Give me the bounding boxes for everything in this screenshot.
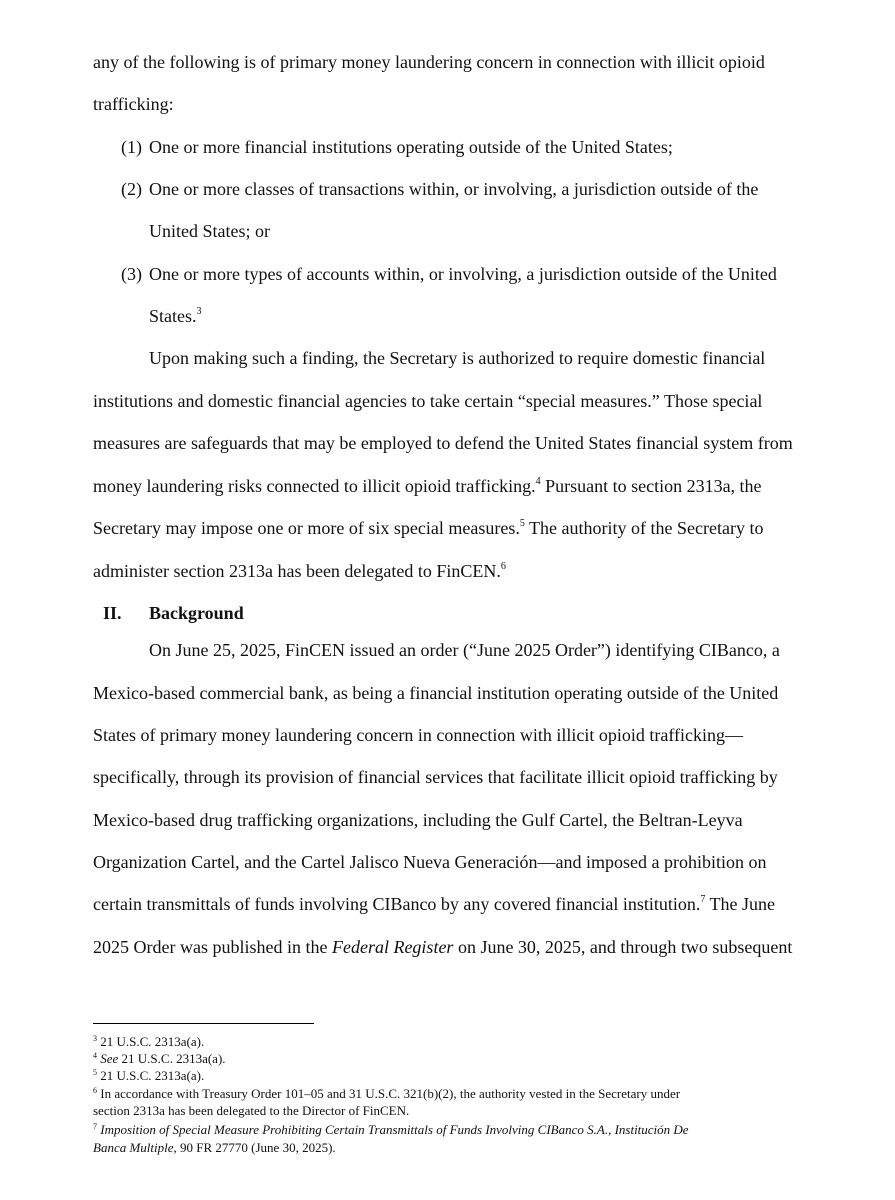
section-title: Background — [149, 603, 244, 623]
list-item-3-line-1: One or more types of accounts within, or involving, a jurisdiction outside of the United — [149, 264, 777, 284]
list-marker-2: (2) — [121, 179, 142, 199]
list-item-2-line-1: One or more classes of transactions within, or involving, a jurisdiction outside of the — [149, 179, 759, 199]
para2-line-8b: on June 30, 2025, and through two subsequent — [453, 937, 793, 957]
footnote-3 — [93, 1034, 204, 1049]
footnote-7-number: 7 — [93, 1121, 97, 1131]
list-item-1-line-1: One or more financial institutions operating outside of the United States; — [149, 137, 673, 157]
footnote-3-text: 21 U.S.C. 2313a(a). — [97, 1034, 205, 1049]
footnote-7 — [93, 1122, 689, 1137]
footnote-6-text: In accordance with Treasury Order 101–05 and 31 U.S.C. 321(b)(2), the authority vested in the Secretary under — [97, 1086, 681, 1101]
footnote-4-number: 4 — [93, 1050, 97, 1060]
footnote-4-see: See — [100, 1051, 119, 1066]
intro-line-1: any of the following is of primary money laundering concern in connection with illicit opioid — [93, 52, 765, 72]
para2-line-2: Mexico-based commercial bank, as being a financial institution operating outside of the United — [93, 683, 779, 703]
footnote-ref-5: 5 — [519, 518, 525, 529]
para1-line-4 — [93, 476, 762, 496]
para2-line-4: specifically, through its provision of financial services that facilitate illicit opioid trafficking by — [93, 767, 778, 787]
list-item-2-line-2: United States; or — [149, 221, 270, 241]
para1-line-6a: administer section 2313a has been delegated to FinCEN. — [93, 561, 501, 581]
para1-line-5 — [93, 518, 763, 538]
list-item-3-text: States. — [149, 306, 197, 326]
footnote-5-number: 5 — [93, 1067, 97, 1077]
list-marker-1: (1) — [121, 137, 142, 157]
para1-line-3: measures are safeguards that may be employed to defend the United States financial system from — [93, 433, 793, 453]
para2-line-1: On June 25, 2025, FinCEN issued an order (“June 2025 Order”) identifying CIBanco, a — [149, 640, 780, 660]
footnote-7-line-2 — [93, 1140, 336, 1155]
para2-line-6: Organization Cartel, and the Cartel Jalisco Nueva Generación—and imposed a prohibition on — [93, 852, 767, 872]
para1-line-6 — [93, 561, 506, 581]
para1-line-2: institutions and domestic financial agencies to take certain “special measures.” Those special — [93, 391, 763, 411]
footnote-4 — [93, 1051, 226, 1066]
para1-line-4a: money laundering risks connected to illicit opioid trafficking. — [93, 476, 536, 496]
footnote-3-number: 3 — [93, 1033, 97, 1043]
footnote-5-text: 21 U.S.C. 2313a(a). — [97, 1068, 205, 1083]
para1-line-1: Upon making such a finding, the Secretary is authorized to require domestic financial — [149, 348, 766, 368]
federal-register-title: Federal Register — [331, 937, 454, 957]
footnote-6 — [93, 1086, 680, 1101]
footnote-separator — [93, 1023, 314, 1024]
footnote-ref-6: 6 — [500, 561, 506, 572]
para2-line-3: States of primary money laundering concern in connection with illicit opioid trafficking— — [93, 725, 744, 745]
footnote-4-text: 21 U.S.C. 2313a(a). — [118, 1051, 226, 1066]
para2-line-8 — [93, 937, 792, 957]
para1-line-4b: Pursuant to section 2313a, the — [540, 476, 762, 496]
footnote-7-title-cont: Banca Multiple — [93, 1140, 174, 1155]
para2-line-7b: The June — [705, 894, 776, 914]
para2-line-8a: 2025 Order was published in the — [93, 937, 332, 957]
intro-line-2: trafficking: — [93, 94, 174, 114]
para1-line-5b: The authority of the Secretary to — [524, 518, 764, 538]
footnote-7-title: Imposition of Special Measure Prohibiting Certain Transmittals of Funds Involving CIBanco S.A., Institución De — [97, 1122, 689, 1137]
list-marker-3: (3) — [121, 264, 142, 284]
footnote-6-line-2: section 2313a has been delegated to the Director of FinCEN. — [93, 1103, 410, 1118]
para1-line-5a: Secretary may impose one or more of six special measures. — [93, 518, 520, 538]
para2-line-7a: certain transmittals of funds involving CIBanco by any covered financial institution. — [93, 894, 701, 914]
footnote-6-number: 6 — [93, 1085, 97, 1095]
footnote-5 — [93, 1068, 204, 1083]
footnote-ref-4: 4 — [535, 476, 541, 487]
footnote-7-citation: , 90 FR 27770 (June 30, 2025). — [173, 1140, 336, 1155]
footnote-ref-7: 7 — [700, 894, 706, 905]
para2-line-5: Mexico-based drug trafficking organizations, including the Gulf Cartel, the Beltran-Leyva — [93, 810, 743, 830]
footnote-ref-3: 3 — [196, 306, 202, 317]
para2-line-7 — [93, 894, 775, 914]
list-item-3-line-2 — [149, 306, 202, 326]
section-number: II. — [103, 603, 122, 623]
